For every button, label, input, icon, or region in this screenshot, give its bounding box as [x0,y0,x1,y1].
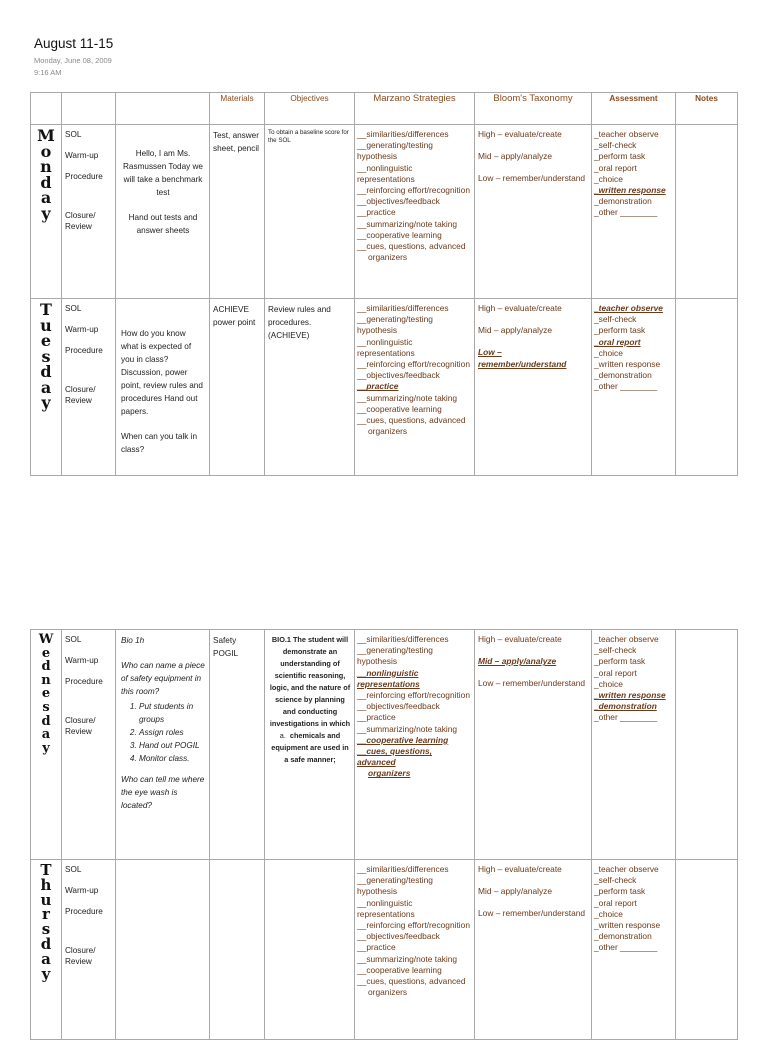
day-label-wednesday [31,630,62,860]
bloom-cell [475,860,592,1040]
marzano-item: __generating/testing hypothesis [357,314,433,336]
day-label-thursday [31,860,62,1040]
assessment-item: _self-check [594,314,637,325]
assessment-item: _choice [594,347,623,358]
lesson-plan-table-top [30,92,738,476]
marzano-item: organizers [368,426,408,437]
assessment-item: _demonstration [594,196,652,207]
day-letter: e [40,331,52,350]
section-warmup: Warm-up [65,656,99,665]
assessment-cell [592,860,676,1040]
activity-step: 1. Put students in groups [139,700,205,726]
materials-cell [210,860,265,1040]
marzano-item: __reinforcing effort/recognition [357,920,470,931]
marzano-item: __cooperative learning [357,964,442,975]
section-warmup: Warm-up [65,151,99,160]
day-letter: y [42,740,50,756]
section-procedure: Procedure [65,172,103,181]
day-letter: u [40,315,52,335]
assessment-item: _self-check [594,645,637,656]
marzano-item: __summarizing/note taking [357,723,458,734]
marzano-item: __reinforcing effort/recognition [357,690,470,701]
objectives-cell: Review rules and procedures. (ACHIEVE) [265,299,355,476]
day-letter: d [41,713,51,729]
activity-text: Hand out tests and answer sheets [128,213,198,235]
day-letter: u [40,890,52,909]
notes-cell [676,860,738,1040]
activity-cell [116,299,210,476]
bloom-level: Low – remember/understand [478,173,586,184]
document-time: 9:16 AM [34,68,62,77]
assessment-item: _oral report [594,897,637,908]
marzano-item: __practice [357,712,396,723]
header-blank-section [62,93,116,125]
header-objectives: Objectives [265,93,355,125]
activity-cell [116,125,210,299]
day-row-tuesday [31,299,738,476]
assessment-item: _oral report [594,162,637,173]
objective-item: chemicals and equipment are used in a safe manner; [271,731,349,764]
marzano-item: __nonlinguistic representations [357,162,415,184]
marzano-cell [355,125,475,299]
day-letter: y [41,393,51,412]
assessment-item: _demonstration [594,370,652,381]
day-letter: o [40,141,52,161]
activity-steps [121,700,205,765]
activity-step: 3. Hand out POGIL [139,739,205,752]
day-letter: s [42,699,50,715]
section-closure: Closure/ Review [65,385,96,405]
objective-item-marker: a. [279,731,286,740]
day-letter: a [41,949,51,968]
assessment-item: _self-check [594,875,637,886]
marzano-item: __generating/testing hypothesis [357,645,433,667]
bloom-level: High – evaluate/create [478,634,562,644]
assessment-item-selected: _oral report [594,336,641,347]
activity-cell [116,860,210,1040]
marzano-cell [355,630,475,860]
assessment-item: _written response [594,920,661,931]
document-title: August 11-15 [34,36,114,51]
assessment-item: _teacher observe [594,634,659,644]
day-row-thursday [31,860,738,1040]
marzano-item: __cooperative learning [357,403,442,414]
materials-cell: ACHIEVE power point [210,299,265,476]
day-letter: a [41,727,51,743]
marzano-item: __practice [357,942,396,953]
day-letter: d [41,659,51,675]
marzano-item-selected: __nonlinguistic representations [357,667,420,689]
section-procedure: Procedure [65,677,103,686]
day-letter: T [40,861,52,879]
assessment-item: _teacher observe [594,864,659,874]
assessment-item: _choice [594,678,623,689]
day-letter: d [40,362,52,381]
assessment-cell [592,125,676,299]
marzano-cell [355,860,475,1040]
assessment-item-selected: _written response [594,690,666,701]
marzano-item: __similarities/differences [357,634,449,644]
assessment-item-selected: _written response [594,185,666,196]
section-warmup: Warm-up [65,325,99,334]
assessment-item: _perform task [594,886,646,897]
notes-cell [676,630,738,860]
marzano-item-selected: organizers [368,768,411,779]
assessment-cell [592,299,676,476]
marzano-item: __summarizing/note taking [357,218,458,229]
header-assessment: Assessment [592,93,676,125]
day-letter: T [40,300,52,319]
marzano-item-selected: __cues, questions, advanced [357,746,432,768]
activity-step: 2. Assign roles [139,726,205,739]
section-sol: SOL [65,865,82,874]
marzano-item: __similarities/differences [357,129,449,139]
assessment-item: _other ________ [594,207,658,218]
assessment-item: _choice [594,173,623,184]
assessment-item: _written response [594,359,661,370]
marzano-item: __cues, questions, advanced [357,976,466,987]
marzano-item-selected: __practice [357,381,399,392]
bloom-cell [475,125,592,299]
marzano-item: __generating/testing hypothesis [357,875,433,897]
marzano-item: __reinforcing effort/recognition [357,185,470,196]
section-warmup: Warm-up [65,886,99,895]
assessment-item: _oral report [594,667,637,678]
day-letter: n [40,157,52,176]
day-label-tuesday [31,299,62,476]
bloom-level: High – evaluate/create [478,864,562,874]
day-letter: h [40,875,52,894]
marzano-item-selected: __cooperative learning [357,734,449,745]
marzano-item: __objectives/feedback [357,196,440,207]
day-row-monday [31,125,738,299]
marzano-item: __similarities/differences [357,303,449,313]
bloom-level: Mid – apply/analyze [478,325,553,336]
materials-cell: Test, answer sheet, pencil [210,125,265,299]
section-sol: SOL [65,304,82,313]
marzano-item: __cues, questions, advanced [357,241,466,252]
bloom-level: High – evaluate/create [478,129,562,139]
assessment-item-selected: _teacher observe [594,303,663,313]
assessment-item: _other ________ [594,942,658,953]
assessment-item: _teacher observe [594,129,659,139]
bloom-level: Low – remember/understand [478,908,586,919]
marzano-item: __cooperative learning [357,229,442,240]
bloom-level: Mid – apply/analyze [478,151,553,162]
marzano-item: __cues, questions, advanced [357,415,466,426]
day-letter: a [40,188,52,207]
assessment-item: _other ________ [594,712,658,723]
day-letter: a [40,377,52,397]
document-date: Monday, June 08, 2009 [34,56,112,65]
section-sol: SOL [65,635,82,644]
materials-cell: Safety POGIL [210,630,265,860]
marzano-item: __similarities/differences [357,864,449,874]
activity-text: Hello, I am Ms. Rasmussen Today we will take a benchmark test [123,149,203,197]
activity-step: 4. Monitor class. [139,752,205,765]
marzano-item: __objectives/feedback [357,701,440,712]
assessment-item: _perform task [594,325,646,336]
notes-cell [676,125,738,299]
objective-text: BIO.1 The student will demonstrate an understanding of scientific reasoning, logic, and the nature of science by planning and conducting investigations in which [269,635,351,728]
lesson-plan-table-bottom [30,629,738,1040]
marzano-item: organizers [368,252,408,263]
section-procedure: Procedure [65,907,103,916]
bloom-cell [475,630,592,860]
bloom-level-selected: Mid – apply/analyze [478,656,557,667]
marzano-cell [355,299,475,476]
section-labels [62,125,116,299]
header-marzano: Marzano Strategies [355,93,475,125]
day-letter: r [42,905,50,924]
day-letter: e [41,686,51,702]
day-letter: n [41,672,51,688]
section-closure: Closure/ Review [65,211,96,231]
bloom-level: Low – remember/understand [478,678,586,689]
header-notes: Notes [676,93,738,125]
activity-text: How do you know what is expected of you in class? Discussion, power point, review rules and procedures Hand out papers. [121,329,203,416]
section-closure: Closure/ Review [65,716,96,736]
assessment-item: _perform task [594,151,646,162]
day-letter: W [38,632,54,647]
marzano-item: __summarizing/note taking [357,953,458,964]
activity-text: Who can name a piece of safety equipment in this room? [121,661,205,696]
assessment-item: _choice [594,908,623,919]
notes-cell [676,299,738,476]
section-sol: SOL [65,130,82,139]
assessment-item-selected: _demonstration [594,701,657,712]
header-blank-day [31,93,62,125]
bloom-level: High – evaluate/create [478,303,562,313]
header-blank-activity [116,93,210,125]
day-letter: d [40,172,52,192]
section-procedure: Procedure [65,346,103,355]
marzano-item: __nonlinguistic representations [357,897,415,919]
header-row [31,93,738,125]
bloom-cell [475,299,592,476]
section-labels [62,860,116,1040]
header-materials: Materials [210,93,265,125]
bloom-level: Mid – apply/analyze [478,886,553,897]
marzano-item: organizers [368,987,408,998]
assessment-item: _other ________ [594,381,658,392]
day-row-wednesday [31,630,738,860]
activity-cell [116,630,210,860]
activity-text: When can you talk in class? [121,432,198,454]
day-letter: s [41,346,51,366]
assessment-item: _perform task [594,656,646,667]
activity-text: Who can tell me where the eye wash is located? [121,775,205,810]
marzano-item: __generating/testing hypothesis [357,140,433,162]
marzano-item: __summarizing/note taking [357,392,458,403]
assessment-item: _self-check [594,140,637,151]
marzano-item: __objectives/feedback [357,931,440,942]
bloom-level-selected: Low – remember/understand [478,347,567,369]
section-labels [62,299,116,476]
marzano-item: __reinforcing effort/recognition [357,359,470,370]
day-label-monday [31,125,62,299]
marzano-item: __nonlinguistic representations [357,336,415,358]
objectives-cell: To obtain a baseline score for the SOL [265,125,355,299]
day-letter: e [41,645,51,661]
activity-text: Bio 1h [121,636,145,645]
day-letter: y [41,964,51,983]
day-letter: d [40,934,52,953]
section-labels [62,630,116,860]
objectives-cell [265,860,355,1040]
objectives-cell [265,630,355,860]
section-closure: Closure/ Review [65,946,96,966]
day-letter: y [41,203,51,223]
assessment-cell [592,630,676,860]
assessment-item: _demonstration [594,931,652,942]
day-letter: M [37,126,55,145]
day-letter: s [41,920,51,939]
header-bloom: Bloom's Taxonomy [475,93,592,125]
marzano-item: __objectives/feedback [357,370,440,381]
marzano-item: __practice [357,207,396,218]
